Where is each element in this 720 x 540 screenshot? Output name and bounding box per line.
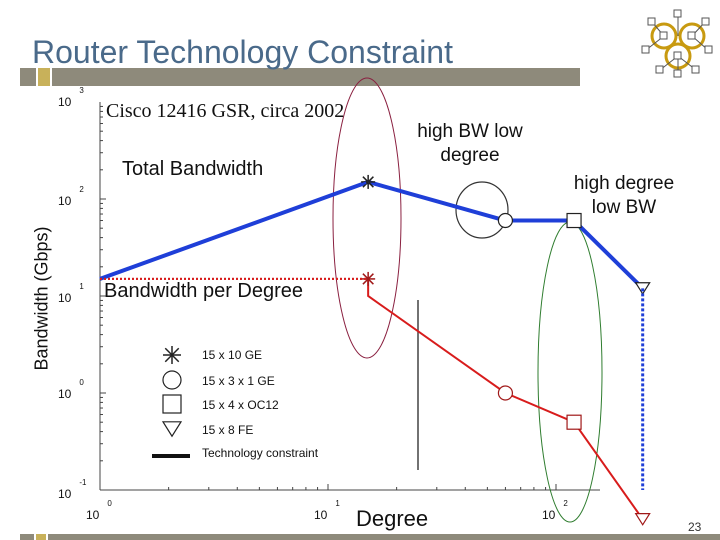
y-axis-label: Bandwidth (Gbps)	[31, 226, 52, 371]
y-tick-label: $10^{-1}$	[58, 478, 87, 501]
legend-label: 15 x 8 FE	[202, 423, 254, 437]
y-tick-label: $10^3$	[58, 86, 84, 109]
bandwidth-per-degree-label: Bandwidth per Degree	[104, 280, 304, 302]
y-tick-label: $10^0$	[58, 378, 84, 401]
legend-label: Technology constraint	[202, 446, 319, 460]
circle-marker	[163, 371, 181, 389]
y-tick-label: $10^1$	[58, 282, 84, 305]
slide-number: 23	[688, 520, 702, 534]
x-tick-label: $10^0$	[86, 499, 112, 522]
x-tick-label: $10^2$	[542, 499, 568, 522]
triangle-marker	[163, 422, 181, 436]
square-marker	[567, 415, 581, 429]
legend-label: 15 x 3 x 1 GE	[202, 374, 275, 388]
high-bw-low-degree-note: high BW low degree	[417, 121, 523, 166]
high-degree-low-bw-oval	[538, 222, 602, 522]
technology-constraint-rise	[100, 182, 368, 279]
total-bandwidth-label: Total Bandwidth	[122, 158, 264, 180]
x-tick-label: $10^1$	[314, 499, 340, 522]
circle-marker	[498, 214, 512, 228]
chart-subtitle: Cisco 12416 GSR, circa 2002	[106, 100, 345, 122]
legend-label: 15 x 4 x OC12	[202, 398, 279, 412]
high-degree-low-bw-note: high degree low BW	[573, 173, 675, 218]
star-marker	[163, 346, 181, 364]
slide-title: Router Technology Constraint	[32, 34, 453, 70]
circle-marker	[498, 386, 512, 400]
x-axis-label: Degree	[356, 506, 429, 531]
legend-label: 15 x 10 GE	[202, 348, 263, 362]
triangle-marker	[636, 514, 650, 525]
square-marker	[163, 395, 181, 413]
y-tick-label: $10^2$	[58, 185, 84, 208]
